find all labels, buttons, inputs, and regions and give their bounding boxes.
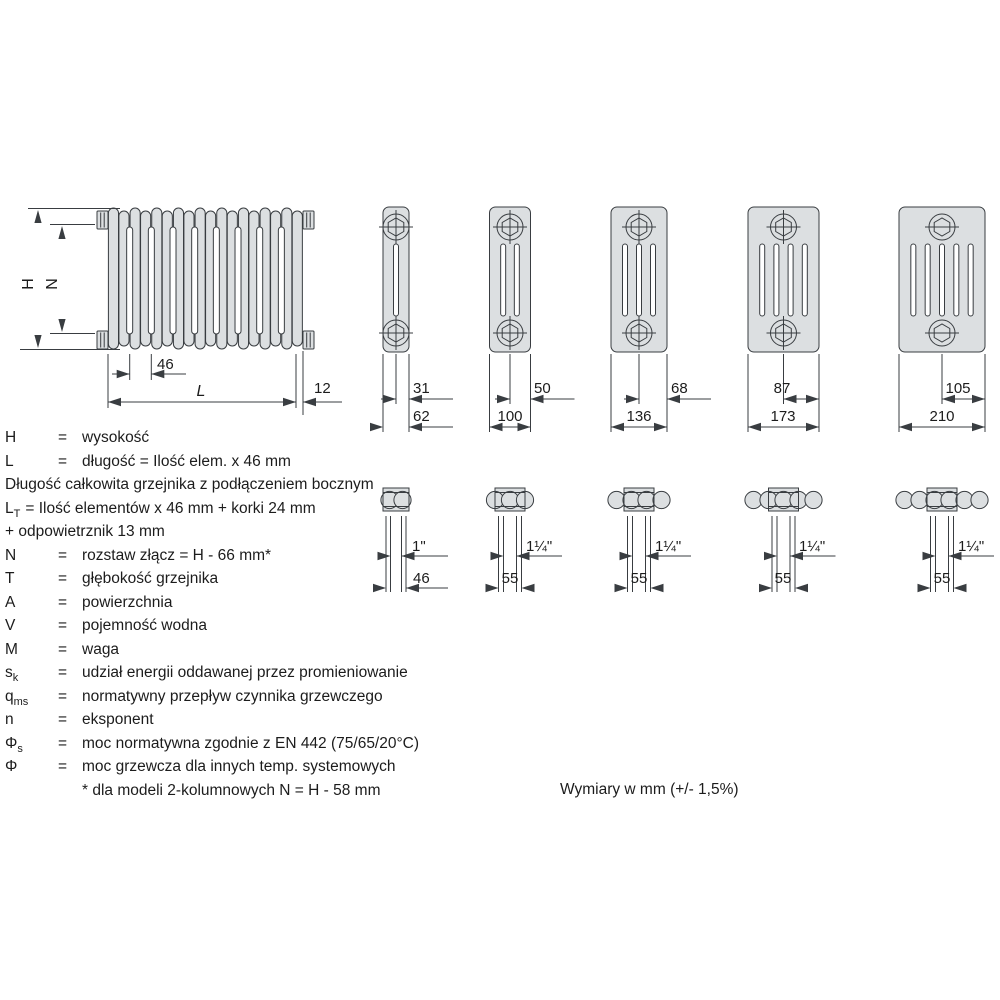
- legend-symbol: A: [5, 593, 16, 611]
- column-slot: [911, 244, 916, 316]
- dimension-arrow: [522, 584, 535, 592]
- column-slot: [954, 244, 959, 316]
- dimension-arrow: [918, 584, 931, 592]
- diagram-shapes: [20, 207, 994, 592]
- dimension-arrow: [764, 552, 777, 560]
- section-1-depth-label: 100: [497, 408, 523, 425]
- element-gap-slot: [213, 227, 219, 334]
- fitting-2-connection-label: 1¼": [655, 538, 682, 555]
- legend-text: eksponent: [82, 711, 154, 728]
- legend-symbol: $\Phi_s$: [5, 734, 23, 755]
- element-gap-slot: [257, 227, 263, 334]
- dimension-arrow: [34, 335, 41, 348]
- legend-symbol: Φ: [5, 758, 18, 775]
- fitting-2-width-label: 55: [630, 570, 648, 587]
- legend-text: normatywny przepływ czynnika grzewczego: [82, 687, 383, 705]
- dimension-arrow: [611, 423, 624, 431]
- section-0-depth-label: 62: [413, 408, 430, 425]
- dimension-arrow: [486, 584, 499, 592]
- section-4-depth-label: 210: [929, 408, 955, 425]
- column-slot: [760, 244, 765, 316]
- column-slot: [394, 244, 399, 316]
- legend-equals: =: [58, 452, 68, 470]
- dimension-arrow: [108, 398, 121, 406]
- dimension-arrow: [972, 423, 985, 431]
- fitting-1-width-label: 55: [501, 570, 519, 587]
- legend-equals: =: [58, 546, 68, 564]
- legend-symbol: n: [5, 711, 14, 728]
- dimension-arrow: [370, 423, 383, 431]
- legend-text: Długość całkowita grzejnika z podłączeniem bocznym: [5, 476, 374, 493]
- column-slot: [774, 244, 779, 316]
- dimension-arrow: [58, 226, 65, 239]
- legend-symbol: $s_k$: [5, 664, 19, 685]
- dimension-arrow: [654, 423, 667, 431]
- section-1-half-depth-label: 50: [534, 380, 551, 397]
- dimension-arrow: [491, 552, 504, 560]
- fitting-4-connection-label: 1¼": [958, 538, 985, 555]
- column-slot: [968, 244, 973, 316]
- legend-symbol: H: [5, 429, 17, 446]
- dimension-arrow: [378, 552, 391, 560]
- column-slot: [637, 244, 642, 316]
- dimension-arrow: [954, 584, 967, 592]
- legend-symbol: $q_{ms}$: [5, 687, 29, 708]
- fitting-3-width-label: 55: [774, 570, 792, 587]
- legend-symbol: $L_T$ = Ilość elementów x 46 mm + korki 24 mm: [5, 499, 316, 520]
- legend-text: rozstaw złącz = H - 66 mm*: [82, 546, 272, 564]
- front-element-pitch-label: 46: [157, 356, 174, 373]
- dimension-arrow: [34, 210, 41, 223]
- legend-equals: =: [58, 687, 68, 705]
- legend-text: długość = Ilość elem. x 46 mm: [82, 452, 291, 470]
- dimension-arrow: [759, 584, 772, 592]
- section-2-half-depth-label: 68: [671, 380, 688, 397]
- dimension-arrow: [497, 395, 510, 403]
- end-plug: [303, 331, 314, 349]
- column-slot: [651, 244, 656, 316]
- legend-equals: =: [58, 758, 68, 775]
- dimension-arrow: [899, 423, 912, 431]
- front-height-label: H: [20, 278, 37, 290]
- legend-equals: =: [58, 664, 68, 681]
- radiator-tube: [292, 211, 302, 346]
- dimension-arrow: [972, 395, 985, 403]
- dimension-arrow: [283, 398, 296, 406]
- legend-symbol: T: [5, 570, 15, 587]
- section-3-half-depth-label: 87: [773, 380, 791, 397]
- front-joint-spacing-label: N: [44, 278, 61, 290]
- column-slot: [925, 244, 930, 316]
- dimension-arrow: [748, 423, 761, 431]
- legend-text: udział energii oddawanej przez promieniowanie: [82, 664, 408, 681]
- element-gap-slot: [127, 227, 133, 334]
- section-0-half-depth-label: 31: [413, 380, 430, 397]
- section-4-half-depth-label: 105: [945, 380, 971, 397]
- legend-text: * dla modeli 2-kolumnowych N = H - 58 mm: [82, 781, 381, 799]
- section-2-depth-label: 136: [626, 408, 652, 425]
- legend-equals: =: [58, 711, 68, 728]
- legend-text: głębokość grzejnika: [82, 570, 219, 587]
- section-3-depth-label: 173: [770, 408, 796, 425]
- fitting-column-circle: [971, 491, 988, 508]
- dimension-arrow: [923, 552, 936, 560]
- legend-text: moc grzewcza dla innych temp. systemowych: [82, 758, 396, 775]
- dimension-arrow: [58, 319, 65, 332]
- legend-symbol: L: [5, 452, 14, 470]
- element-gap-slot: [192, 227, 198, 334]
- dimension-arrow: [383, 395, 396, 403]
- fitting-0-width-label: 46: [413, 570, 430, 587]
- dimension-arrow: [806, 395, 819, 403]
- fitting-column-circle: [805, 491, 822, 508]
- dimension-arrow: [620, 552, 633, 560]
- fitting-column-circle: [653, 491, 670, 508]
- legend-equals: =: [58, 593, 68, 611]
- dimension-arrow: [117, 370, 130, 378]
- end-plug: [303, 211, 314, 229]
- legend-equals: =: [58, 570, 68, 587]
- element-gap-slot: [278, 227, 284, 334]
- dimensions-tolerance-note: Wymiary w mm (+/- 1,5%): [560, 781, 739, 798]
- column-slot: [788, 244, 793, 316]
- legend-text: = Ilość elementów x 46 mm + korki 24 mm: [25, 499, 316, 517]
- legend-symbol: M: [5, 640, 18, 658]
- fitting-4-width-label: 55: [933, 570, 951, 587]
- column-slot: [940, 244, 945, 316]
- column-slot: [514, 244, 519, 316]
- legend-symbol: V: [5, 617, 16, 634]
- legend-text: waga: [82, 640, 120, 658]
- fitting-0-connection-label: 1": [412, 538, 426, 555]
- dimension-arrow: [806, 423, 819, 431]
- radiator-tube: [108, 208, 118, 349]
- fitting-3-connection-label: 1¼": [799, 538, 826, 555]
- dimension-arrow: [615, 584, 628, 592]
- dimension-arrow: [795, 584, 808, 592]
- legend-equals: =: [58, 617, 68, 634]
- dimension-arrow: [651, 584, 664, 592]
- legend-text: wysokość: [82, 429, 150, 446]
- legend-text: pojemność wodna: [82, 617, 207, 634]
- dimension-arrow: [626, 395, 639, 403]
- end-plug: [97, 331, 108, 349]
- legend-symbol: N: [5, 546, 17, 564]
- column-slot: [501, 244, 506, 316]
- front-length-label: L: [196, 383, 206, 400]
- dimension-arrow: [373, 584, 386, 592]
- end-plug: [97, 211, 108, 229]
- front-end-offset-label: 12: [314, 380, 331, 397]
- legend-equals: =: [58, 429, 68, 446]
- legend-text: powierzchnia: [82, 593, 173, 611]
- fitting-1-connection-label: 1¼": [526, 538, 553, 555]
- element-gap-slot: [235, 227, 241, 334]
- column-slot: [623, 244, 628, 316]
- element-gap-slot: [170, 227, 176, 334]
- legend-equals: =: [58, 734, 68, 752]
- element-gap-slot: [148, 227, 154, 334]
- legend-text: + odpowietrznik 13 mm: [5, 523, 165, 540]
- legend-equals: =: [58, 640, 68, 658]
- legend-text: moc normatywna zgodnie z EN 442 (75/65/20°C): [82, 734, 420, 752]
- column-slot: [802, 244, 807, 316]
